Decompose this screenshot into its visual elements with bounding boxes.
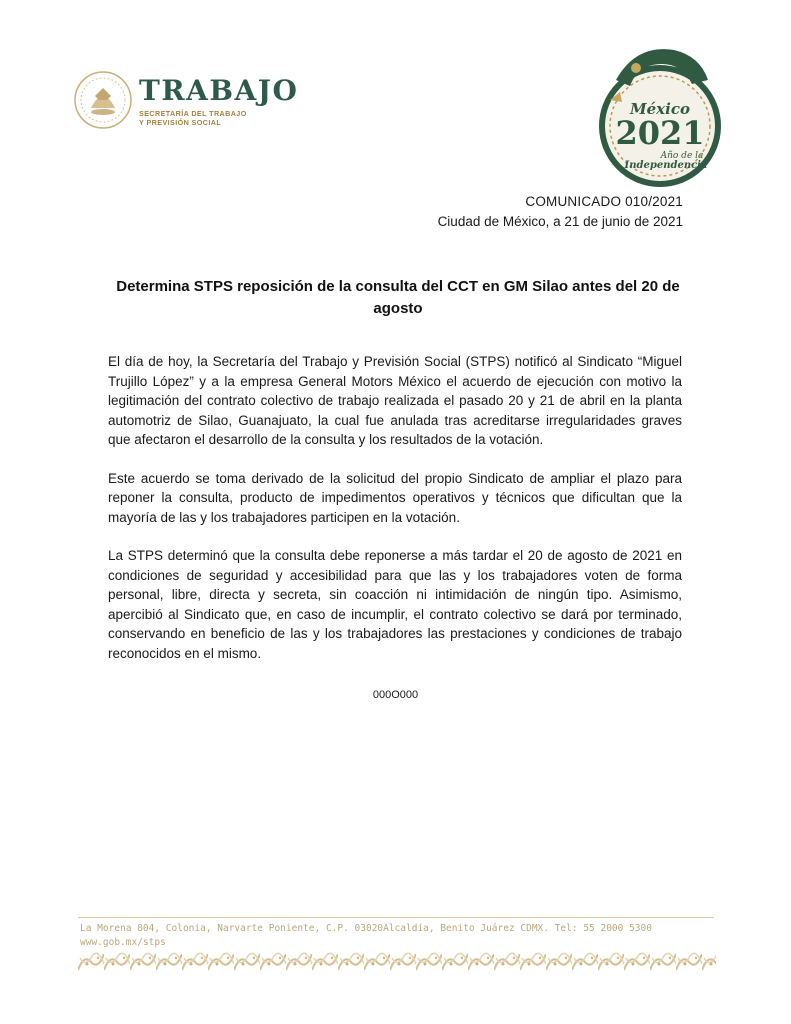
brand-title: TRABAJO xyxy=(139,74,299,107)
brand-subtitle-line1: SECRETARÍA DEL TRABAJO xyxy=(139,109,247,118)
brand-subtitle-line2: Y PREVISIÓN SOCIAL xyxy=(139,118,222,127)
closing-mark: 000O000 xyxy=(372,689,419,701)
mexico-2021-emblem xyxy=(596,40,722,188)
paragraph-3: La STPS determinó que la consulta debe reponerse a más tardar el 20 de agosto de 2021 en condiciones de seguridad y accesibilidad para que las y los trabajadores voten de forma personal, libre, directa y secreta, sin coacción ni intimidación de ningún tipo. Asimismo, apercibió al Sindicato que, en caso de incumplir, el contrato colectivo se dará por terminado, conservando en beneficio de las y los trabajadores las prestaciones y condiciones de trabajo reconocidos en el mismo. xyxy=(108,548,682,661)
emblem-caption-line1: Año de la xyxy=(660,151,704,161)
emblem-country-text: México xyxy=(630,100,690,118)
communique-number: COMUNICADO 010/2021 xyxy=(525,194,683,209)
document-title: Determina STPS reposición de la consulta del CCT en GM Silao antes del 20 de agosto xyxy=(116,278,680,317)
communique-header xyxy=(438,192,683,232)
footer-url[interactable]: www.gob.mx/stps xyxy=(80,937,166,948)
emblem-caption-line2: Independencia xyxy=(624,160,708,171)
place-date: Ciudad de México, a 21 de junio de 2021 xyxy=(437,214,683,229)
footer-address: La Morena 804, Colonia, Narvarte Poniente, C.P. 03020Alcaldía, Benito Juárez CDMX. Tel: 55 2000 5300 xyxy=(80,923,652,934)
decorative-footer-band xyxy=(78,950,716,974)
footer-divider xyxy=(78,917,714,918)
national-seal-icon xyxy=(73,70,133,130)
paragraph-1: El día de hoy, la Secretaría del Trabajo y Previsión Social (STPS) notificó al Sindicato “Miguel Trujillo López” y a la empresa General Motors México el acuerdo de ejecución con motivo la legitimación del contrato colectivo de trabajo realizada el pasado 20 y 21 de abril en la planta automotriz de Silao, Guanajuato, la cual fue anulada tras acreditarse irregularidades graves que afectaron el desarrollo de la consulta y los resultados de la votación. xyxy=(108,354,682,447)
emblem-year-text: 2021 xyxy=(615,114,705,152)
paragraph-2: Este acuerdo se toma derivado de la solicitud del propio Sindicato de ampliar el plazo para reponer la consulta, producto de impedimentos operativos y técnicos que dificultan que la mayoría de las y los trabajadores participen en la votación. xyxy=(108,470,682,525)
stps-logo xyxy=(73,70,313,140)
document-body xyxy=(108,352,682,682)
